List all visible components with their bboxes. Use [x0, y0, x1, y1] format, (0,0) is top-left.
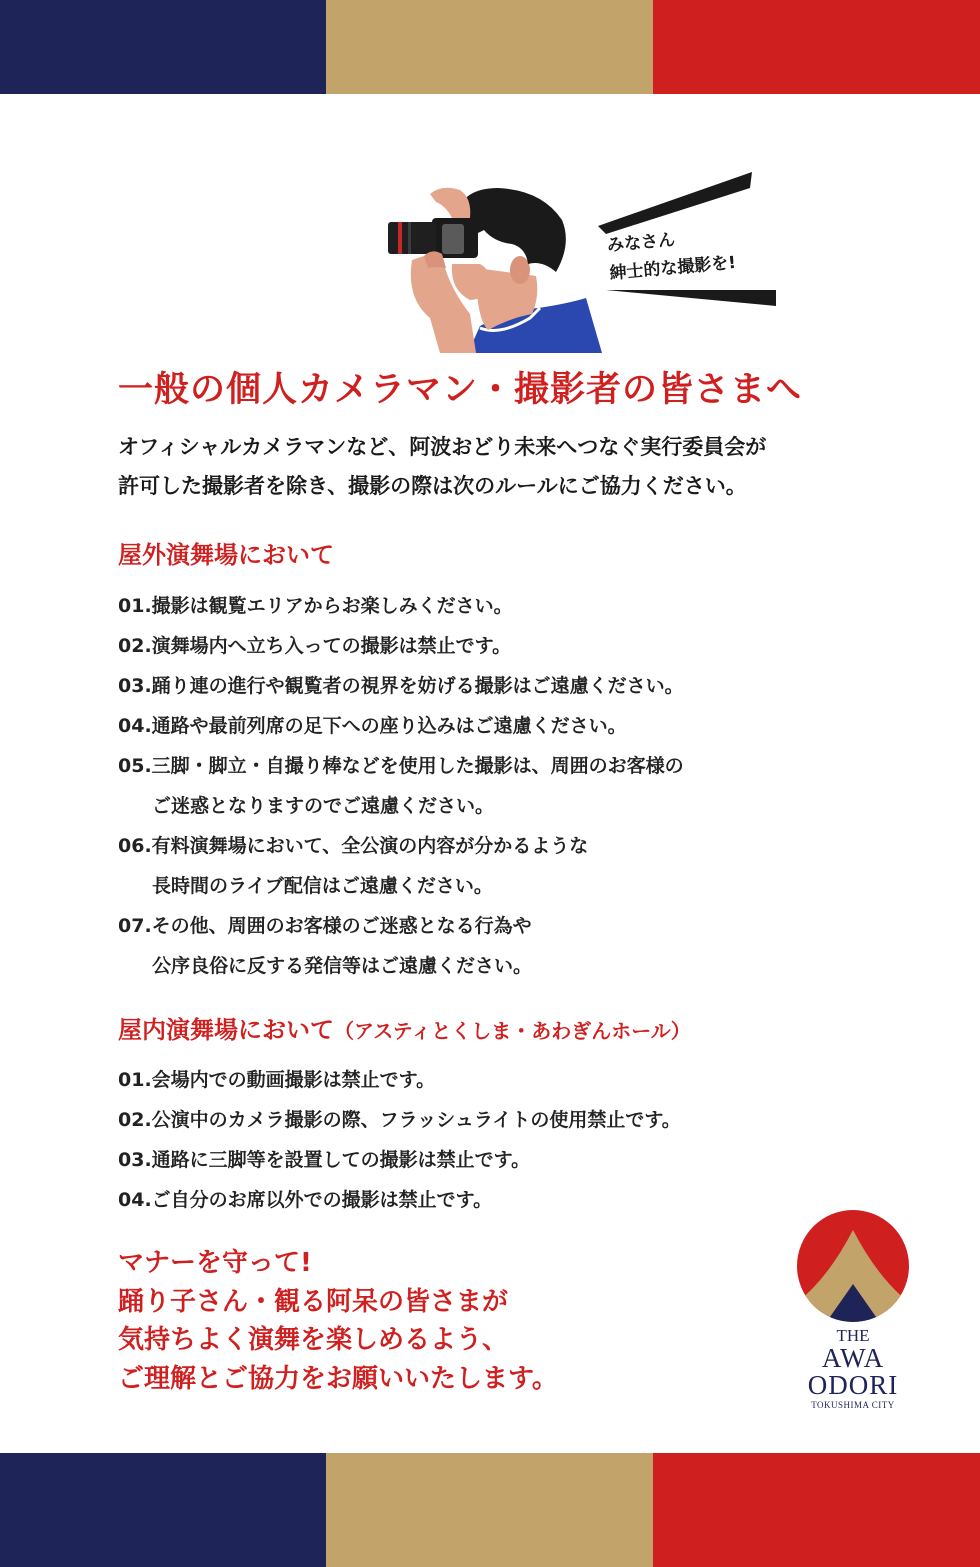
rule-text: 03.踊り連の進行や観覧者の視界を妨げる撮影はご遠慮ください。 [118, 675, 684, 697]
rule-item [118, 626, 918, 666]
page-title: 一般の個人カメラマン・撮影者の皆さまへ [118, 370, 803, 410]
rule-item [118, 706, 918, 746]
rule-item [118, 666, 918, 706]
section-subheading: （アスティとくしま・あわぎんホール） [334, 1019, 691, 1043]
logo-odori: ODORI [807, 1370, 899, 1400]
section-heading: 屋内演舞場において [118, 1016, 334, 1044]
rule-text-continued: 公序良俗に反する発信等はご遠慮ください。 [152, 955, 533, 977]
closing-line: ご理解とご協力をお願いいたします。 [118, 1363, 558, 1394]
rule-item [118, 906, 918, 986]
rule-text: 04.通路や最前列席の足下への座り込みはご遠慮ください。 [118, 715, 627, 737]
red-stripe [653, 0, 980, 94]
rule-text: 01.会場内での動画撮影は禁止です。 [118, 1069, 436, 1091]
rule-item [118, 826, 918, 906]
speech-line-2: 紳士的な撮影を! [608, 252, 737, 284]
rule-item [118, 1140, 918, 1180]
awa-odori-emblem-icon [795, 1208, 911, 1324]
intro-line: 許可した撮影者を除き、撮影の際は次のルールにご協力ください。 [118, 474, 747, 498]
red-stripe [653, 1453, 980, 1567]
section-heading: 屋外演舞場において [118, 541, 334, 569]
intro-line: オフィシャルカメラマンなど、阿波おどり未来へつなぐ実行委員会が [118, 435, 767, 459]
rule-text: 06.有料演舞場において、全公演の内容が分かるような [118, 835, 589, 857]
navy-stripe [0, 0, 326, 94]
closing-message [118, 1244, 738, 1398]
rule-text: 05.三脚・脚立・自撮り棒などを使用した撮影は、周囲のお客様の [118, 755, 684, 777]
rule-text: 04.ご自分のお席以外での撮影は禁止です。 [118, 1189, 493, 1211]
rule-text: 01.撮影は観覧エリアからお楽しみください。 [118, 595, 513, 617]
intro-paragraph [118, 428, 918, 506]
closing-line: マナーを守って! [118, 1248, 312, 1278]
outdoor-section-title [118, 535, 334, 570]
logo-the: THE [836, 1326, 870, 1345]
awa-odori-logo [790, 1208, 916, 1408]
rule-item [118, 1100, 918, 1140]
gold-stripe [326, 0, 653, 94]
rule-item [118, 1060, 918, 1100]
bottom-color-band [0, 1453, 980, 1567]
logo-awa: AWA [821, 1343, 885, 1373]
speech-line-1: みなさん [606, 230, 676, 256]
rule-item [118, 746, 918, 826]
logo-city: TOKUSHIMA CITY [811, 1400, 895, 1410]
rule-text: 07.その他、周囲のお客様のご迷惑となる行為や [118, 915, 532, 937]
rule-text: 02.公演中のカメラ撮影の際、フラッシュライトの使用禁止です。 [118, 1109, 681, 1131]
rule-text-continued: 長時間のライブ配信はご遠慮ください。 [152, 875, 493, 897]
rule-text-continued: ご迷惑となりますのでご遠慮ください。 [152, 795, 495, 817]
indoor-section-title [118, 1010, 691, 1045]
closing-line: 気持ちよく演舞を楽しめるよう、 [118, 1325, 509, 1355]
outdoor-rules-list [118, 586, 918, 986]
closing-line: 踊り子さん・観る阿呆の皆さまが [118, 1286, 509, 1317]
navy-stripe [0, 1453, 326, 1567]
indoor-rules-list [118, 1060, 918, 1220]
gold-stripe [326, 1453, 653, 1567]
top-color-band [0, 0, 980, 94]
rule-item [118, 586, 918, 626]
rule-text: 03.通路に三脚等を設置しての撮影は禁止です。 [118, 1149, 531, 1171]
rule-text: 02.演舞場内へ立ち入っての撮影は禁止です。 [118, 635, 512, 657]
